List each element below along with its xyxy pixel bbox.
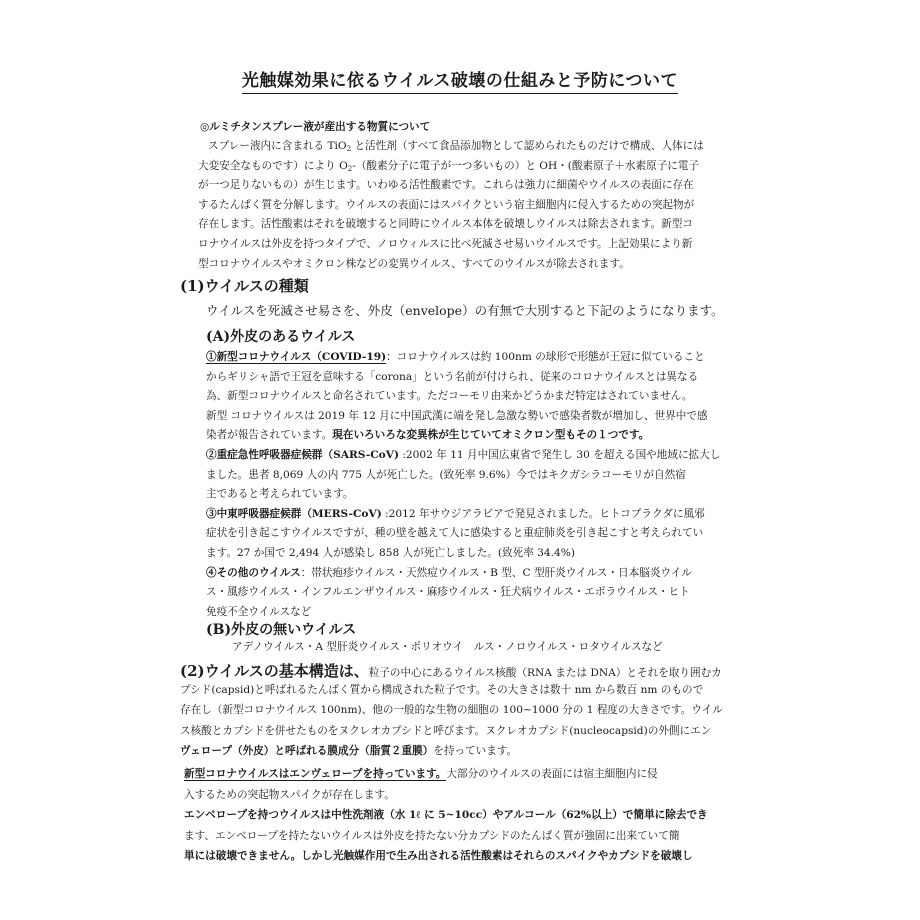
- covid-line-4: 新型 コロナウイルスは 2019 年 12 月に中国武漢に端を発し急激な勢いで感染者数が増加し、世界中で感: [206, 409, 708, 422]
- section-2-body: [180, 660, 723, 763]
- mers-line-3: ます。27 か国で 2,494 人が感染し 858 人が死亡しました。(致死率 34.4%): [206, 546, 575, 559]
- section-1a-heading: (A)外皮のあるウイルス: [206, 329, 356, 345]
- sars-line-2: ました。患者 8,069 人の内 775 人が死亡した。(致死率 9.6%）今ではキクガシラコーモリが自然宿: [206, 468, 686, 481]
- envelope-line-4: ます、エンベロープを持たないウイルスは外皮を持たない分カプシドのたんぱく質が強固に出来ていて簡: [184, 829, 680, 842]
- sars-line-3: 主であると考えられています。: [206, 488, 354, 501]
- covid-line-3: 為、新型コロナウイルスと命名されています。ただコーモリ由来かどうかまだ特定はされていません。: [206, 390, 693, 403]
- mers-line-2: 症状を引き起こすウイルスですが、種の壁を越えて人に感染すると重症肺炎を引き起こすと考えられてい: [206, 527, 704, 540]
- envelope-line-3: エンベロープを持つウイルスは中性洗剤液（水 1ℓ に 5~10cc）やアルコール（62%以上）で簡単に除去でき: [184, 809, 708, 821]
- intro-paragraph: [198, 137, 704, 274]
- intro-line-3: が一つ足りないもの）が生じます。いわゆる活性酸素です。これらは強力に細菌やウイルスの表面に存在: [198, 179, 694, 192]
- intro-heading: ◎ルミチタンスプレー液が産出する物質について: [200, 121, 431, 133]
- section-2-envelope: [184, 765, 708, 868]
- section-1b-list: アデノウイルス・A 型肝炎ウイルス・ポリオウイ ルス・ノロウイルス・ロタウイルスなど: [232, 641, 663, 653]
- other-line-1: ④その他のウイルス：帯状疱疹ウイルス・天然痘ウイルス・B 型、C 型肝炎ウイルス・日本脳炎ウイル: [206, 566, 692, 579]
- envelope-line-5: 単には破壊できません。しかし光触媒作用で生み出される活性酸素はそれらのスパイクやカプシドを破壊し: [184, 850, 693, 862]
- other-line-3: 免疫不全ウイルスなど: [206, 605, 312, 618]
- mers-name: ③中東呼吸器症候群（MERS-CoV): [206, 507, 382, 520]
- intro-line-1: スプレー液内に含まれる TiO$_2$ と活性剤（すべて食品添加物として認められたものだけで構成、人体には: [208, 140, 704, 153]
- mers-line-1: ③中東呼吸器症候群（MERS-CoV) :2012 年サウジアラビアで発見されました。ヒトコブラクダに風邪: [206, 507, 705, 520]
- sars-line-1: ②重症急性呼吸器症候群（SARS-CoV) :2002 年 11 月中国広東省で発生し 30 を超える国や地域に拡大し: [206, 448, 721, 461]
- intro-line-6: ロナウイルスは外皮を持つタイプで、ノロウィルスに比べ死滅させ易いウイルスです。上記効果により新: [198, 237, 693, 250]
- section-2-heading: (2)ウイルスの基本構造は、: [180, 662, 369, 680]
- sars-name: ②重症急性呼吸器症候群（SARS-CoV): [206, 448, 399, 461]
- covid-line-5: 染者が報告されています。現在いろいろな変異株が生じていてオミクロン型もその１つです。: [206, 429, 650, 442]
- intro-line-5: 存在します。活性酸素はそれを破壊すると同時にウイルス本体を破壊しウイルスは除去されます。新型コ: [198, 218, 693, 231]
- other-line-2: ス・風疹ウイルス・インフルエンザウイルス・麻疹ウイルス・狂犬病ウイルス・エボラウイルス・ヒト: [206, 586, 690, 599]
- structure-line-5: ヴェロープ（外皮）と呼ばれる膜成分（脂質２重膜）を持っています。: [180, 745, 518, 757]
- structure-line-3: 存在し（新型コロナウイルス 100nm)、他の一般的な生物の細胞の 100~1000 分の 1 程度の大きさです。ウイル: [180, 704, 723, 716]
- covid-name: ①新型コロナウイルス（COVID-19): [206, 351, 387, 363]
- covid-line-1: ①新型コロナウイルス（COVID-19)：コロナウイルスは約 100nm の球形で形態が王冠に似ていること: [206, 351, 705, 363]
- section-1-lead: ウイルスを死滅させ易さを、外皮（envelope）の有無で大別すると下記のようになります。: [206, 303, 724, 318]
- other-name: ④その他のウイルス: [206, 566, 301, 579]
- intro-line-4: するたんぱく質を分解します。ウイルスの表面にはスパイクという宿主細胞内に侵入するための突起物が: [198, 198, 695, 211]
- intro-heading-block: [200, 118, 430, 138]
- envelope-line-2: 入するための突起物スパイクが存在します。: [184, 788, 395, 801]
- structure-line-1: (2)ウイルスの基本構造は、粒子の中心にあるウイルス核酸（RNA または DNA）とそれを取り囲むカ: [180, 662, 722, 680]
- section-1-heading: (1)ウイルスの種類: [180, 277, 309, 295]
- structure-line-4: ス核酸とカプシドを併せたものをヌクレオカプシドと呼びます。ヌクレオカプシド(nucleocapsid)の外側にエン: [180, 724, 712, 737]
- envelope-statement: 新型コロナウイルスはエンヴェロープを持っています。: [184, 768, 447, 780]
- structure-line-2: プシド(capsid)と呼ばれるたんぱく質から構成された粒子です。その大きさは数十 nm から数百 nm のもので: [180, 683, 704, 696]
- section-1a-body: [206, 348, 720, 622]
- intro-line-2: 大変安全なものです）により $O_2-$（酸素分子に電子が一つ多いもの）と OH・(酸素原子＋水素原子に電子: [198, 159, 700, 173]
- section-1b-heading: (B)外皮の無いウイルス: [206, 622, 357, 638]
- envelope-line-1: 新型コロナウイルスはエンヴェロープを持っています。大部分のウイルスの表面には宿主細胞内に侵: [184, 768, 658, 780]
- document-title: 光触媒効果に依るウイルス破壊の仕組みと予防について: [0, 66, 920, 91]
- intro-line-7: 型コロナウイルスやオミクロン株などの変異ウイルス、すべてのウイルスが除去されます。: [198, 257, 630, 270]
- covid-line-2: からギリシャ語で王冠を意味する「corona」という名前が付けられ、従来のコロナウイルスとは異なる: [206, 370, 699, 383]
